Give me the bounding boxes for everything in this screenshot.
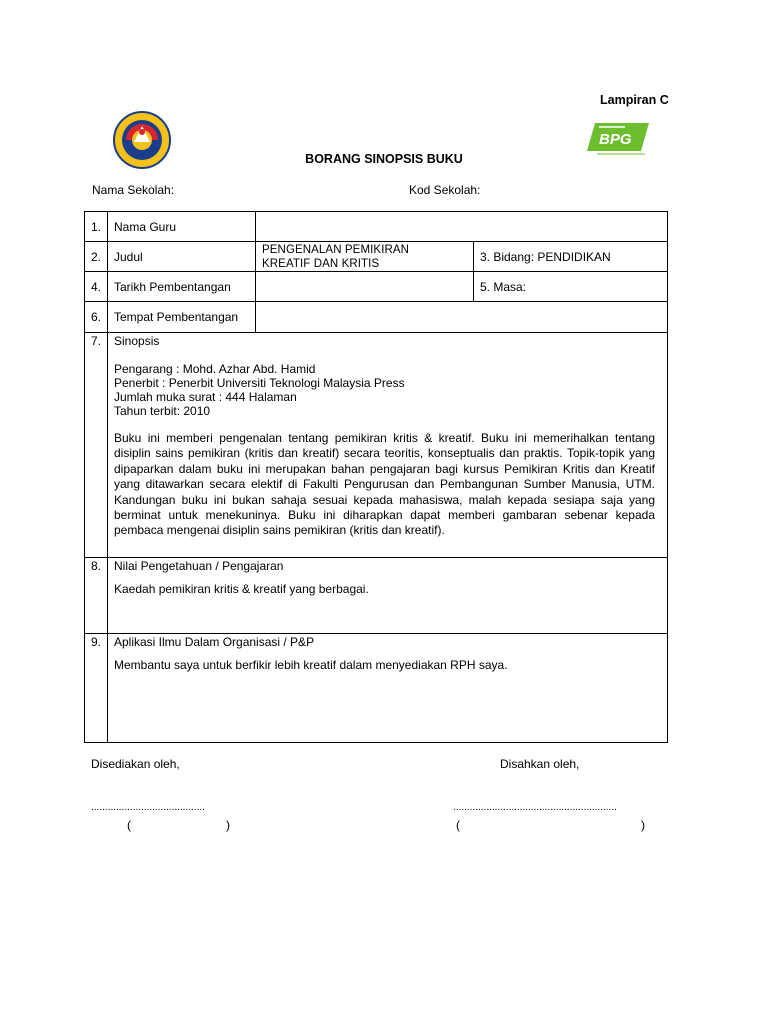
application-text: Membantu saya untuk berfikir lebih kreatif dalam menyediakan RPH saya. xyxy=(114,658,508,672)
application-cell[interactable] xyxy=(108,634,668,743)
field-label: Tempat Pembentangan xyxy=(108,302,256,333)
field-time[interactable]: 5. Masa: xyxy=(474,272,668,302)
approved-by-label: Disahkan oleh, xyxy=(500,757,580,771)
row-synopsis xyxy=(85,333,668,558)
prepared-by-paren-close: ) xyxy=(226,818,230,832)
synopsis-form-table xyxy=(84,211,668,743)
presentation-place-value[interactable] xyxy=(256,302,668,333)
prepared-by-paren-open: ( xyxy=(127,818,131,832)
approved-by-signature-line[interactable]: ........................................................... xyxy=(453,802,617,813)
pages-line: Jumlah muka surat : 444 Halaman xyxy=(114,390,297,404)
row-knowledge-value xyxy=(85,558,668,634)
field-label: Tarikh Pembentangan xyxy=(108,272,256,302)
form-title: BORANG SINOPSIS BUKU xyxy=(305,152,463,166)
row-title xyxy=(85,242,668,272)
knowledge-value-label: Nilai Pengetahuan / Pengajaran xyxy=(114,559,284,573)
school-name-label: Nama Sekolah: xyxy=(92,183,175,197)
publisher-line: Penerbit : Penerbit Universiti Teknologi Malaysia Press xyxy=(114,376,405,390)
school-code-label: Kod Sekolah: xyxy=(409,183,481,197)
row-number: 7. xyxy=(85,333,108,558)
prepared-by-signature-line[interactable]: ......................................... xyxy=(91,802,205,813)
application-label: Aplikasi Ilmu Dalam Organisasi / P&P xyxy=(114,635,315,649)
row-number: 6. xyxy=(85,302,108,333)
synopsis-label: Sinopsis xyxy=(114,334,160,348)
book-title-line2: KREATIF DAN KRITIS xyxy=(262,257,380,270)
row-teacher-name xyxy=(85,212,668,242)
synopsis-text: Buku ini memberi pengenalan tentang pemikiran kritis & kreatif. Buku ini memerihalkan tentang disiplin sains pemikiran (kritis dan kreatif) secara teoritis, konseptualis dan praktis. Topik-topik yang dipaparkan dalam buku ini merupakan bahan pengajaran bagi kursus Pemikiran Kritis dan Kreatif yang ditawarkan secara elektif di Fakulti Pengurusan dan Pembangunan Sumber Manusia, UTM. Kandungan buku ini bukan sahaja sesuai kepada mahasiswa, malah kepada sesiapa saja yang berminat untuk menekuninya. Buku ini diharapkan dapat memberi gambaran sebenar kepada pembaca mengenai disiplin sains pemikiran (kritis dan kreatif). xyxy=(114,431,655,538)
prepared-by-label: Disediakan oleh, xyxy=(91,757,180,771)
approved-by-paren-open: ( xyxy=(456,818,460,832)
synopsis-cell[interactable] xyxy=(108,333,668,558)
book-title-line1: PENGENALAN PEMIKIRAN xyxy=(262,243,410,256)
row-number: 1. xyxy=(85,212,108,242)
row-number: 4. xyxy=(85,272,108,302)
field-category[interactable]: 3. Bidang: PENDIDIKAN xyxy=(474,242,668,272)
bpg-logo-text: BPG xyxy=(599,131,632,148)
row-presentation-date xyxy=(85,272,668,302)
teacher-name-value[interactable] xyxy=(256,212,668,242)
field-label: Nama Guru xyxy=(108,212,256,242)
row-presentation-place xyxy=(85,302,668,333)
row-number: 9. xyxy=(85,634,108,743)
knowledge-value-text: Kaedah pemikiran kritis & kreatif yang berbagai. xyxy=(114,582,369,596)
author-line: Pengarang : Mohd. Azhar Abd. Hamid xyxy=(114,362,316,376)
field-label: Judul xyxy=(108,242,256,272)
appendix-label: Lampiran C xyxy=(600,93,669,107)
row-number: 2. xyxy=(85,242,108,272)
knowledge-value-cell[interactable] xyxy=(108,558,668,634)
row-number: 8. xyxy=(85,558,108,634)
row-application xyxy=(85,634,668,743)
presentation-date-value[interactable] xyxy=(256,272,474,302)
year-line: Tahun terbit: 2010 xyxy=(114,404,211,418)
book-title-value[interactable] xyxy=(256,242,474,272)
approved-by-paren-close: ) xyxy=(641,818,645,832)
